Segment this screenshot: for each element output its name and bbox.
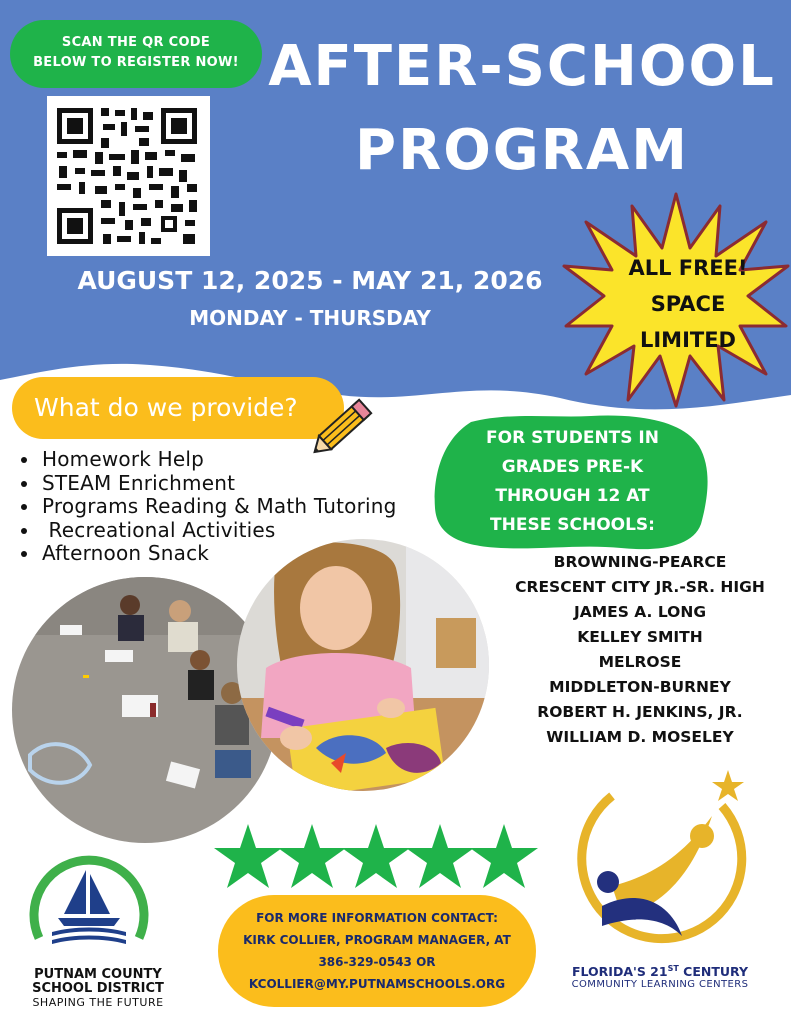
- list-item: CRESCENT CITY JR.-SR. HIGH: [515, 578, 765, 596]
- burst-line-3: LIMITED: [639, 328, 736, 352]
- list-item: MELROSE: [598, 653, 682, 671]
- list-item: WILLIAM D. MOSELEY: [546, 728, 734, 746]
- students-line-2: GRADES PRE-K: [501, 457, 644, 477]
- five-star-rating: [214, 822, 544, 894]
- students-line-3: THROUGH 12 AT: [495, 486, 650, 506]
- list-item: MIDDLETON-BURNEY: [549, 678, 731, 696]
- contact-email[interactable]: KCOLLIER@MY.PUTNAMSCHOOLS.ORG: [248, 977, 506, 991]
- schools-list: [495, 550, 785, 750]
- florida-program-name: [560, 964, 760, 979]
- florida-name-prefix: FLORIDA'S 21: [571, 964, 668, 980]
- list-item: • Homework Help: [40, 448, 397, 472]
- putnam-logo-icon: [24, 848, 154, 960]
- star-icon: [470, 824, 538, 888]
- students-line-1: FOR STUDENTS IN: [486, 428, 659, 448]
- scan-line-1: SCAN THE QR CODE: [61, 35, 211, 50]
- burst-text: [588, 250, 788, 358]
- burst-line-2: SPACE: [650, 292, 726, 316]
- contact-line-1: FOR MORE INFORMATION CONTACT:: [256, 911, 498, 925]
- list-item: • STEAM Enrichment: [40, 472, 397, 496]
- program-dates: AUGUST 12, 2025 - MAY 21, 2026: [77, 266, 543, 295]
- pcsd-line-2: SCHOOL DISTRICT: [32, 981, 164, 996]
- list-item: • Programs Reading & Math Tutoring: [40, 495, 397, 519]
- pcsd-line-1: PUTNAM COUNTY: [34, 967, 162, 982]
- program-days: MONDAY - THURSDAY: [189, 306, 431, 330]
- qr-code-icon: [47, 96, 210, 256]
- florida-program-sub: COMMUNITY LEARNING CENTERS: [571, 979, 749, 990]
- scan-line-2: BELOW TO REGISTER NOW!: [33, 55, 239, 70]
- pcsd-name: [18, 968, 178, 996]
- contact-line-2: KIRK COLLIER, PROGRAM MANAGER, AT: [243, 933, 511, 947]
- title-line-2: PROGRAM: [355, 118, 689, 183]
- star-icon: [342, 824, 410, 888]
- list-item: • Recreational Activities: [40, 519, 397, 543]
- list-item: BROWNING-PEARCE: [553, 553, 727, 571]
- contact-phone[interactable]: 386-329-0543 OR: [318, 955, 436, 969]
- star-icon: [406, 824, 474, 888]
- qr-code[interactable]: [47, 96, 210, 256]
- scan-qr-banner: [10, 20, 262, 88]
- list-item: KELLEY SMITH: [577, 628, 703, 646]
- list-item: ROBERT H. JENKINS, JR.: [537, 703, 743, 721]
- star-icon: [278, 824, 346, 888]
- students-text: [431, 424, 714, 540]
- pcsd-tagline: SHAPING THE FUTURE: [32, 996, 164, 1009]
- contact-info: [218, 895, 536, 1007]
- star-icon: [214, 824, 282, 888]
- florida-21st-century-logo-icon: [572, 766, 748, 956]
- photo-girl-crafting: [236, 538, 490, 792]
- list-item: JAMES A. LONG: [573, 603, 707, 621]
- title-line-1: AFTER-SCHOOL: [268, 34, 776, 99]
- burst-line-1: ALL FREE!: [628, 256, 748, 280]
- florida-name-suffix: CENTURY: [678, 964, 748, 980]
- list-item: • Afternoon Snack: [40, 542, 397, 566]
- students-line-4: THESE SCHOOLS:: [490, 515, 655, 535]
- florida-name-sup: ST: [667, 964, 679, 973]
- provide-heading: What do we provide?: [12, 377, 344, 439]
